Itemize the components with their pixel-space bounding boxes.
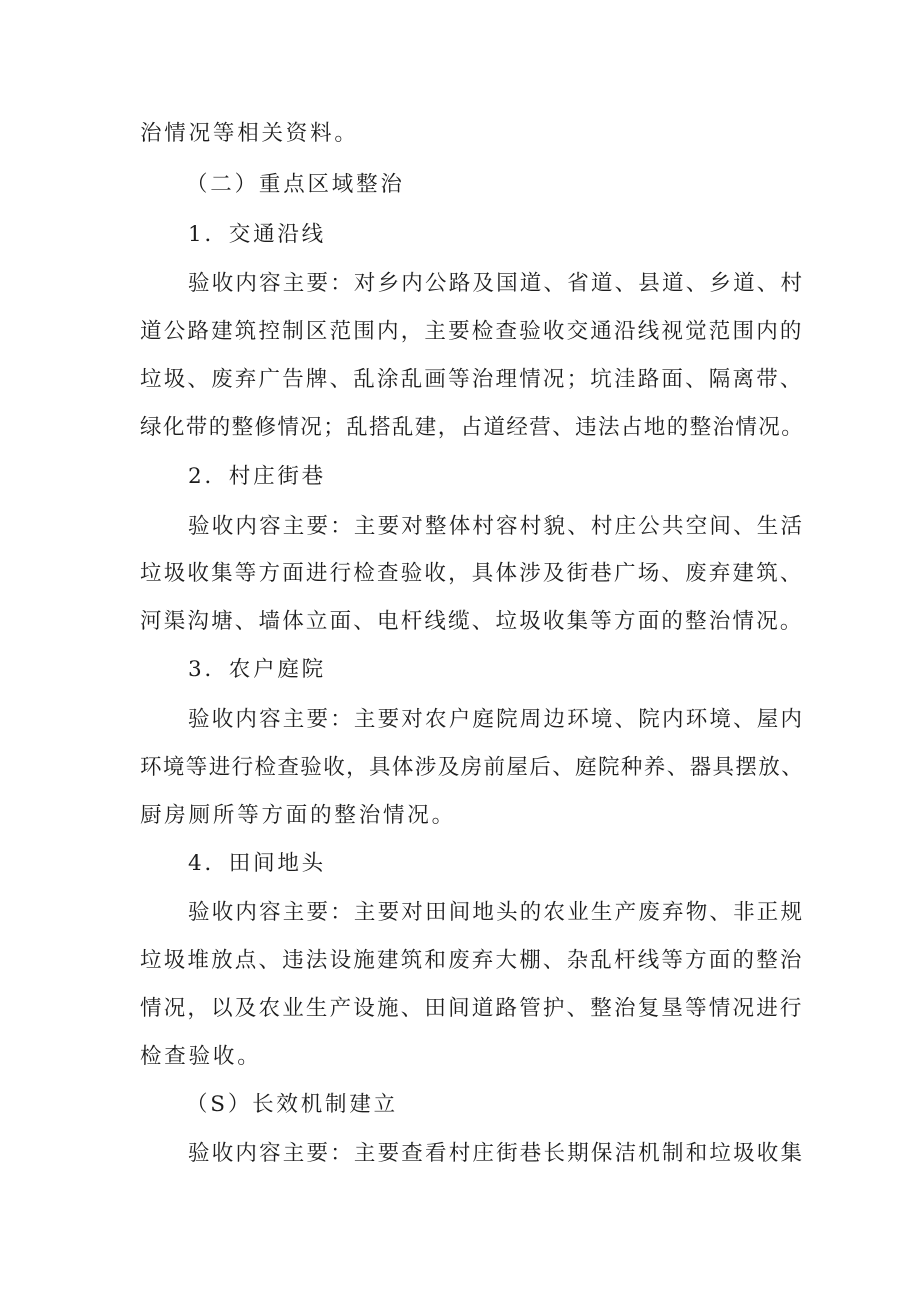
paragraph-line: 验收内容主要：主要对田间地头的农业生产废弃物、非正规 xyxy=(188,900,805,925)
subsection-heading: 3．农户庭院 xyxy=(188,657,326,682)
paragraph-line: 道公路建筑控制区范围内，主要检查验收交通沿线视觉范围内的 xyxy=(140,319,804,344)
paragraph-line: 垃圾堆放点、违法设施建筑和废弃大棚、杂乱杆线等方面的整治 xyxy=(140,948,804,973)
paragraph-line: 验收内容主要：主要查看村庄街巷长期保洁机制和垃圾收集 xyxy=(188,1141,805,1166)
paragraph-line: 环境等进行检查验收，具体涉及房前屋后、庭院种养、器具摆放、 xyxy=(140,755,805,780)
paragraph-line: 验收内容主要：主要对农户庭院周边环境、院内环境、屋内 xyxy=(188,707,805,732)
section-heading: （二）重点区域整治 xyxy=(186,172,405,197)
paragraph-line: 河渠沟塘、墙体立面、电杆线缆、垃圾收集等方面的整治情况。 xyxy=(140,609,804,634)
paragraph-line: 厨房厕所等方面的整治情况。 xyxy=(140,803,456,828)
paragraph-line: 治情况等相关资料。 xyxy=(140,121,359,146)
subsection-heading: 1．交通沿线 xyxy=(188,222,326,247)
subsection-heading: 4．田间地头 xyxy=(188,851,326,876)
subsection-heading: 2．村庄街巷 xyxy=(188,464,326,489)
paragraph-line: 验收内容主要：对乡内公路及国道、省道、县道、乡道、村 xyxy=(188,271,805,296)
section-heading: （S）长效机制建立 xyxy=(186,1092,398,1117)
paragraph-line: 绿化带的整修情况；乱搭乱建，占道经营、违法占地的整治情况。 xyxy=(140,415,805,440)
paragraph-line: 检查验收。 xyxy=(140,1044,262,1069)
paragraph-line: 垃圾收集等方面进行检查验收，具体涉及街巷广场、废弃建筑、 xyxy=(140,561,804,586)
paragraph-line: 情况，以及农业生产设施、田间道路管护、整治复垦等情况进行 xyxy=(140,996,804,1021)
paragraph-line: 垃圾、废弃广告牌、乱涂乱画等治理情况；坑洼路面、隔离带、 xyxy=(140,367,804,392)
paragraph-line: 验收内容主要：主要对整体村容村貌、村庄公共空间、生活 xyxy=(188,514,805,539)
